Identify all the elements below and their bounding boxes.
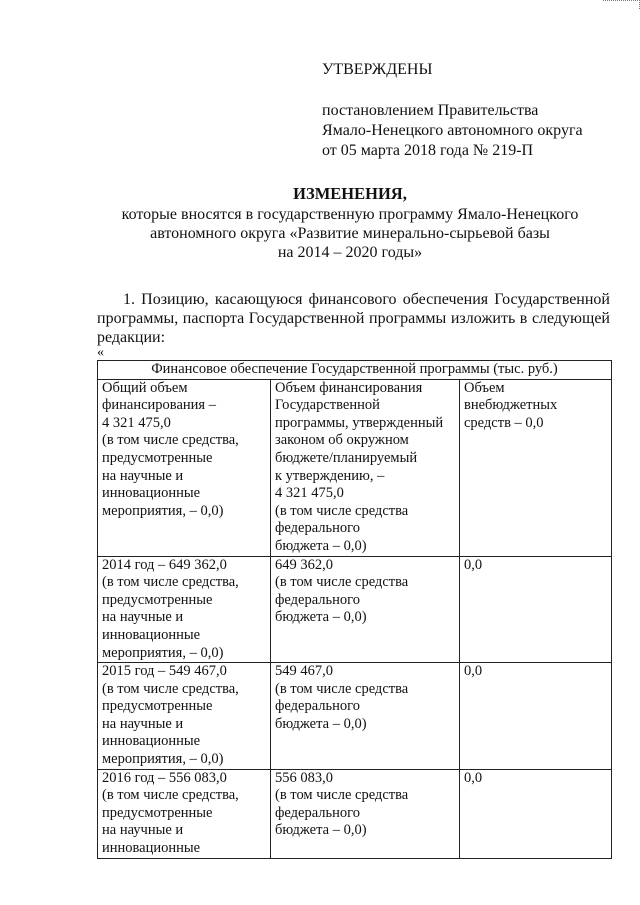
table-cell-budget: 649 362,0 (в том числе средства федерального бюджета – 0,0) bbox=[271, 556, 460, 663]
table-cell-budget: 549 467,0 (в том числе средства федерального бюджета – 0,0) bbox=[271, 663, 460, 770]
table-cell-extrabudget: 0,0 bbox=[460, 556, 612, 663]
changes-subtitle-line: на 2014 – 2020 годы» bbox=[277, 244, 423, 261]
table-cell-total: 2014 год – 649 362,0 (в том числе средства, предусмотренные на научные и инновационные мероприятия, – 0,0) bbox=[98, 556, 271, 663]
changes-subtitle-line: которые вносятся в государственную программу Ямало-Ненецкого bbox=[121, 206, 579, 223]
paragraph-text: 1. Позицию, касающуюся финансового обеспечения Государственной программы, паспорта Государственной программы изложить в следующей редакции: bbox=[97, 291, 610, 346]
financing-table bbox=[97, 360, 612, 859]
changes-heading: ИЗМЕНЕНИЯ, bbox=[293, 184, 407, 203]
table-row bbox=[98, 663, 612, 770]
table-row bbox=[98, 769, 612, 858]
table-header-row bbox=[98, 361, 612, 380]
table-row bbox=[98, 556, 612, 663]
table-cell-extrabudget: 0,0 bbox=[460, 769, 612, 858]
approval-title: УТВЕРЖДЕНЫ bbox=[322, 61, 433, 78]
changes-subtitle-line: автономного округа «Развитие минерально-сырьевой базы bbox=[150, 225, 550, 242]
changes-block bbox=[70, 184, 630, 262]
table-cell-extrabudget: Объем внебюджетных средств – 0,0 bbox=[460, 379, 612, 556]
table-header: Финансовое обеспечение Государственной программы (тыс. руб.) bbox=[98, 361, 612, 380]
table-cell-total: Общий объем финансирования – 4 321 475,0 (в том числе средства, предусмотренные на научные и инновационные мероприятия, – 0,0) bbox=[98, 379, 271, 556]
table-row bbox=[98, 379, 612, 556]
table-cell-extrabudget: 0,0 bbox=[460, 663, 612, 770]
amendment-paragraph bbox=[97, 290, 610, 347]
table-cell-budget: 556 083,0 (в том числе средства федерального бюджета – 0,0) bbox=[271, 769, 460, 858]
approval-line: от 05 марта 2018 года № 219-П bbox=[322, 142, 534, 159]
approval-line: Ямало-Ненецкого автономного округа bbox=[322, 122, 583, 139]
approval-block bbox=[322, 60, 612, 161]
opening-quote: « bbox=[97, 345, 104, 360]
table-cell-budget: Объем финансирования Государственной программы, утвержденный законом об окружном бюджете/планируемый к утверждению, – 4 321 475,0 (в том числе средства федерального бюджета – 0,0) bbox=[271, 379, 460, 556]
approval-line: постановлением Правительства bbox=[322, 102, 539, 119]
table-cell-total: 2016 год – 556 083,0 (в том числе средства, предусмотренные на научные и инновационные bbox=[98, 769, 271, 858]
corner-mark bbox=[603, 0, 640, 9]
table-cell-total: 2015 год – 549 467,0 (в том числе средства, предусмотренные на научные и инновационные мероприятия, – 0,0) bbox=[98, 663, 271, 770]
